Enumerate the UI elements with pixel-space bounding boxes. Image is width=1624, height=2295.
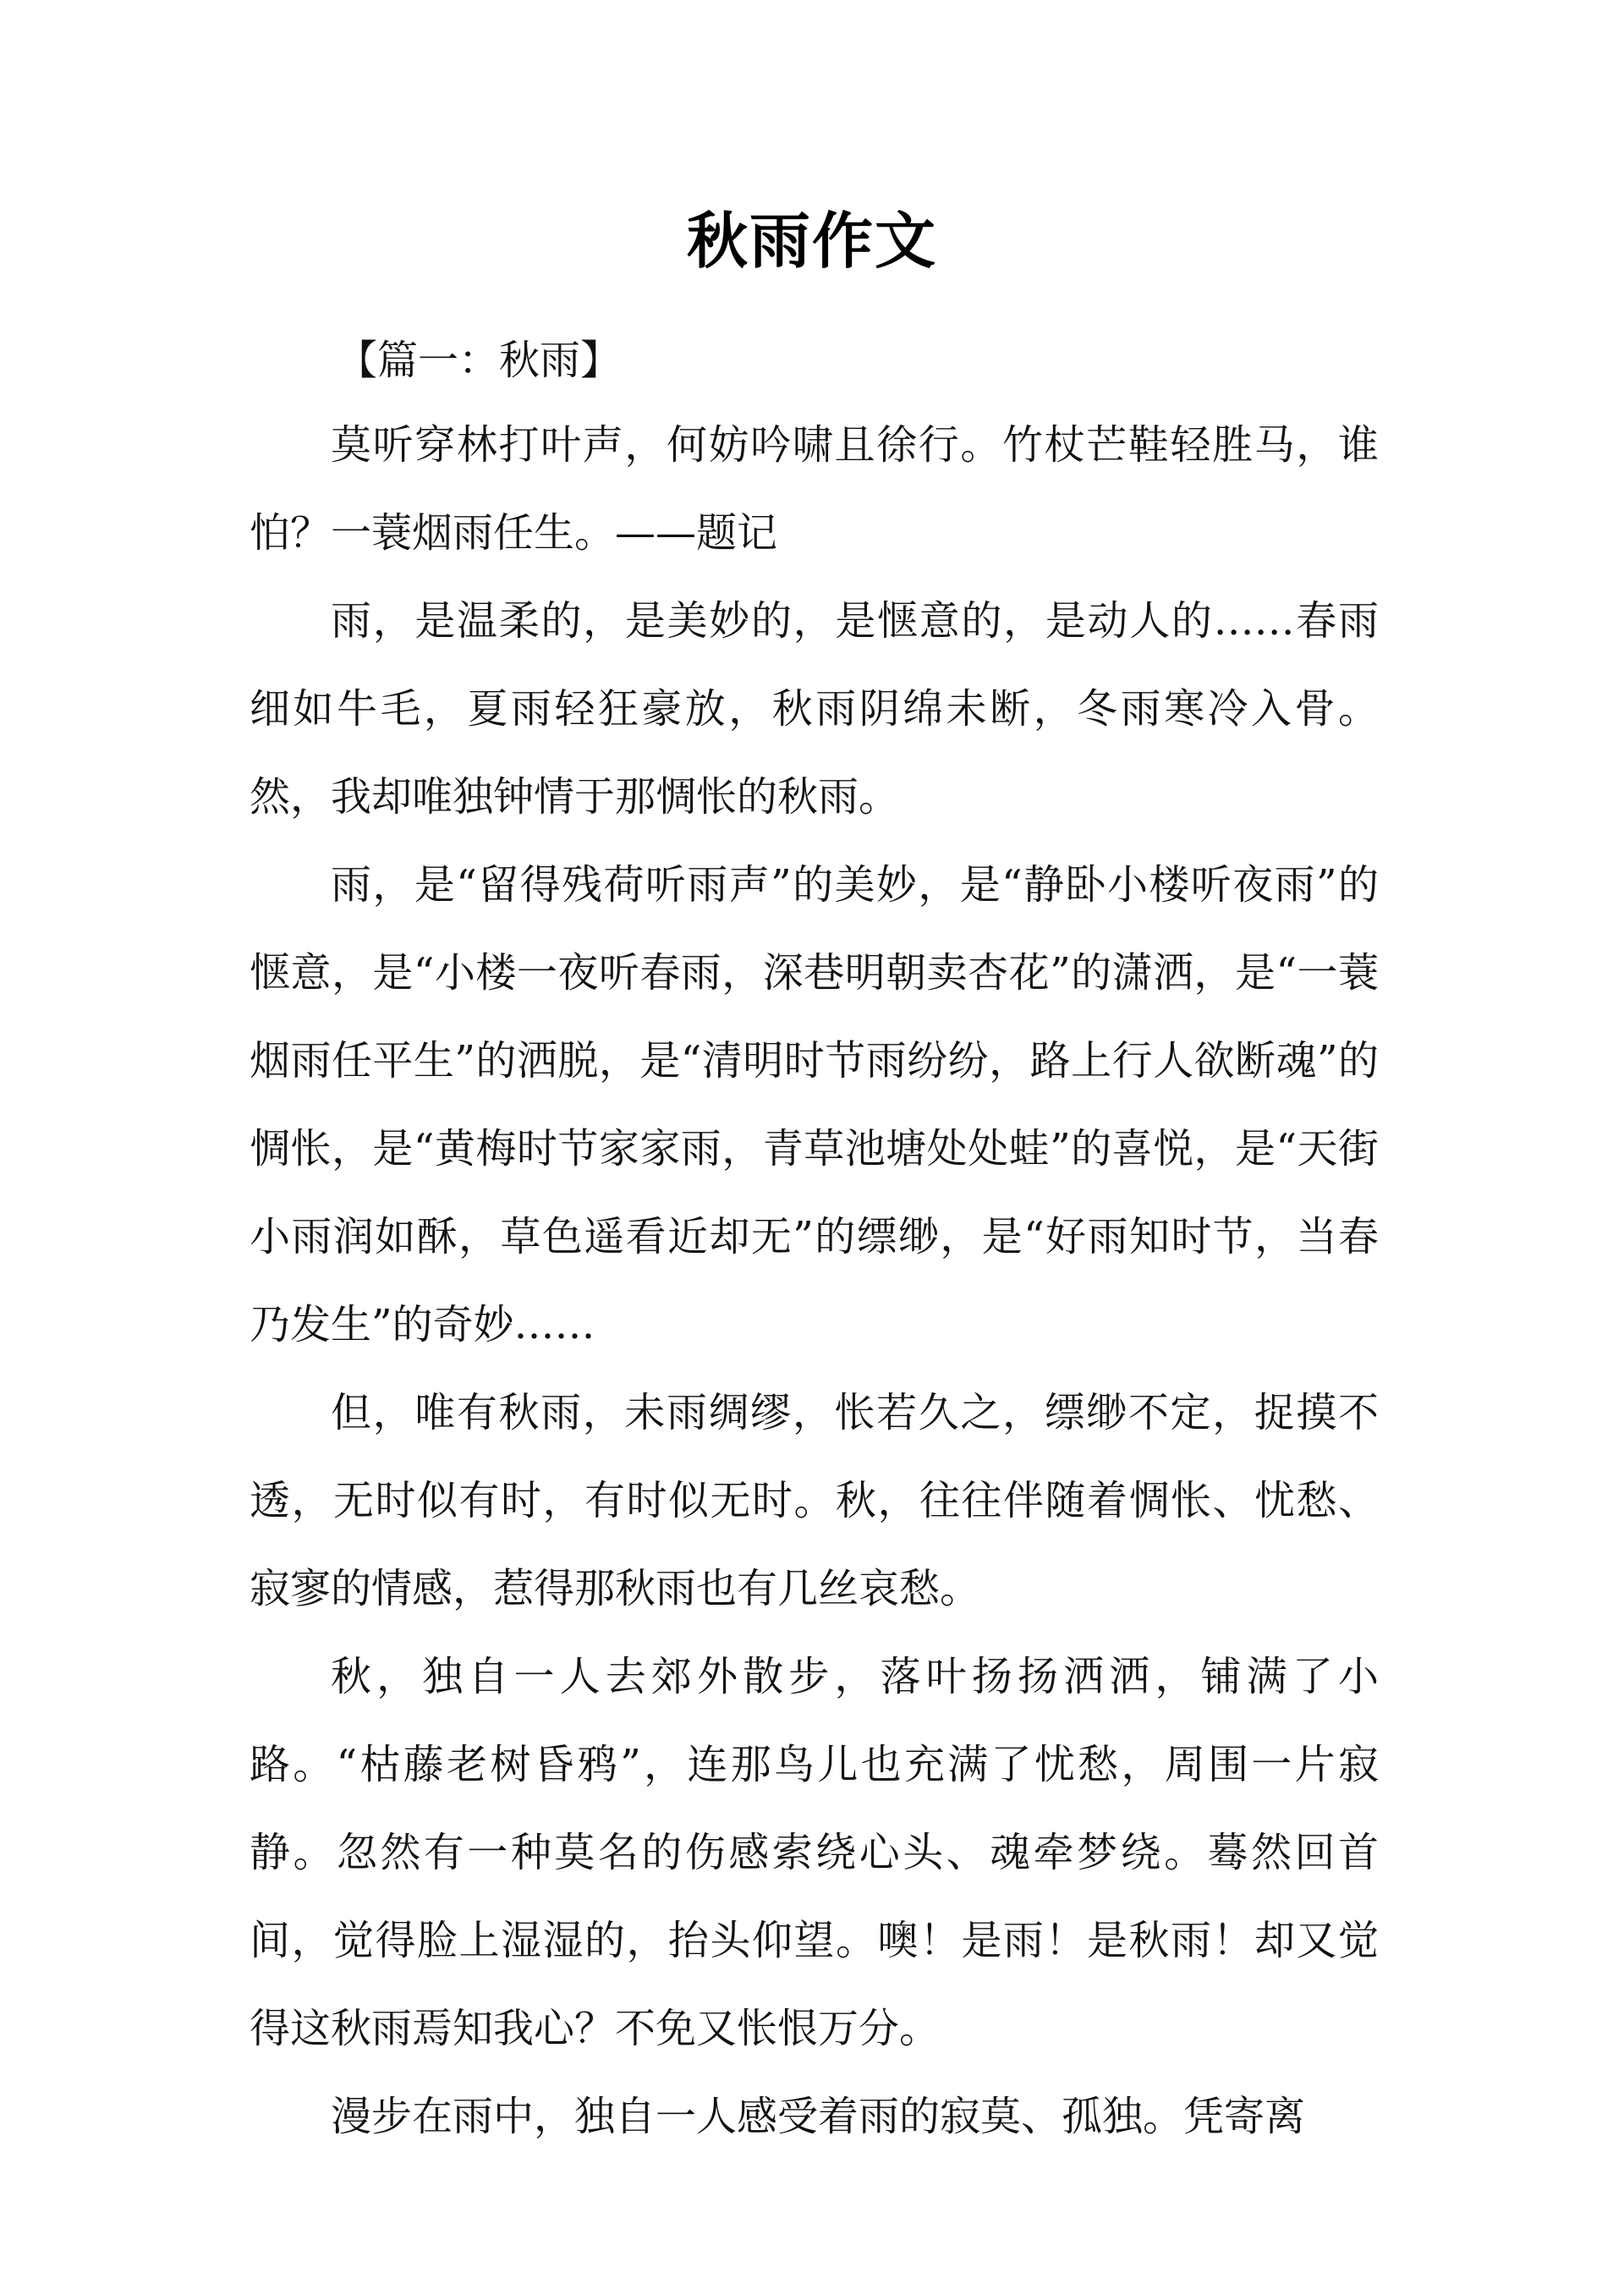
paragraph: 雨，是“留得残荷听雨声”的美妙，是“静卧小楼听夜雨”的惬意，是“小楼一夜听春雨，深巷明朝卖杏花”的潇洒，是“一蓑烟雨任平生”的洒脱，是“清明时节雨纷纷，路上行人欲断魂”的惆怅，是“黄梅时节家家雨，青草池塘处处蛙”的喜悦，是“天街小雨润如酥，草色遥看近却无”的缥缈，是“好雨知时节，当春乃发生”的奇妙……: [250, 861, 1379, 1348]
paragraph: 漫步在雨中，独自一人感受着雨的寂莫、孤独。凭寄离: [331, 2093, 1306, 2140]
paragraph: 秋，独自一人去郊外散步，落叶扬扬洒洒，铺满了小路。“枯藤老树昏鸦”，连那鸟儿也充满了忧愁，周围一片寂静。忽然有一种莫名的伤感索绕心头、魂牵梦绕。蓦然回首间，觉得脸上湿湿的，抬头仰望。噢！是雨！是秋雨！却又觉得这秋雨焉知我心？不免又怅恨万分。: [250, 1653, 1379, 2052]
document-title: 秋雨作文: [686, 206, 937, 277]
paragraph-epigraph: 莫听穿林打叶声，何妨吟啸且徐行。竹杖芒鞋轻胜马，谁怕？一蓑烟雨任生。——题记: [250, 421, 1379, 557]
document-body: [250, 401, 1379, 2160]
section-heading: 【篇一：秋雨】: [337, 337, 622, 384]
paragraph: 雨，是温柔的，是美妙的，是惬意的，是动人的……春雨细如牛毛，夏雨轻狂豪放，秋雨阴绵未断，冬雨寒冷入骨。然，我却唯独钟情于那惆怅的秋雨。: [250, 597, 1379, 821]
paragraph: 但，唯有秋雨，未雨绸缪，怅若久之，缥缈不定，捉摸不透，无时似有时，有时似无时。秋，往往伴随着惆怅、忧愁、寂寥的情感，惹得那秋雨也有几丝哀愁。: [250, 1389, 1379, 1612]
